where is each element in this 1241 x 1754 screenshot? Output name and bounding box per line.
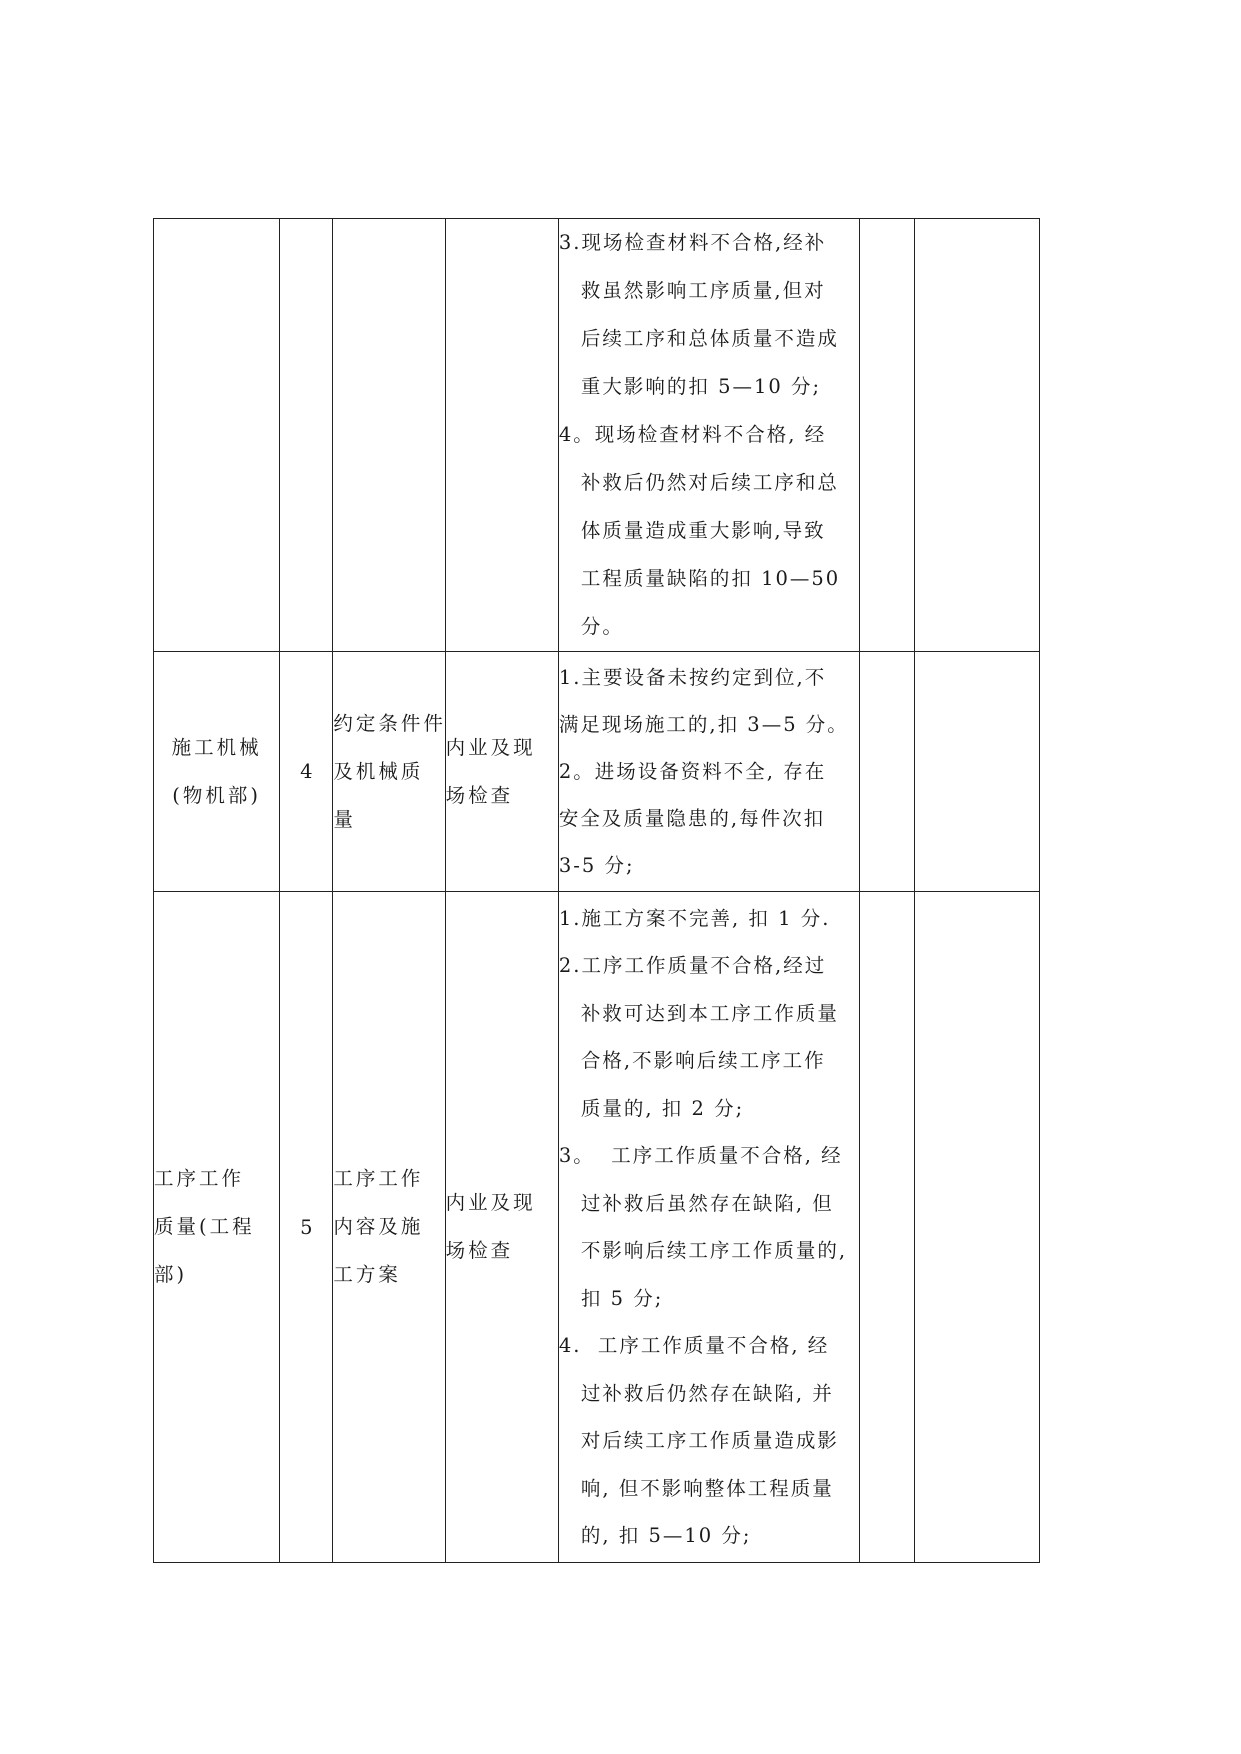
method-line: 内业及现 [445, 735, 536, 759]
rule-line: 满足现场施工的,扣 3—5 分。 [558, 713, 849, 736]
blank-cell [914, 219, 1039, 652]
score-cell: 5 [280, 892, 333, 1563]
rules-cell [558, 219, 859, 652]
rule-line: 不影响后续工序工作质量的, [580, 1239, 848, 1262]
method-line: 内业及现 [445, 1191, 536, 1214]
blank-cell [914, 652, 1039, 892]
content-line: 及机械质 [333, 759, 424, 783]
item-line: 工序工作 [154, 1167, 245, 1190]
rule-line: 扣 5 分; [580, 1286, 664, 1310]
rules-cell [558, 652, 859, 892]
assessment-table [153, 218, 1040, 1563]
rule-line: 重大影响的扣 5—10 分; [580, 375, 822, 398]
rule-line: 分。 [580, 615, 624, 638]
rule-line: 质量的, 扣 2 分; [580, 1096, 745, 1120]
rule-line: 补救后仍然对后续工序和总 [580, 471, 839, 494]
item-cell [154, 219, 280, 652]
table-row [154, 219, 1040, 652]
rule-line: 3.现场检查材料不合格,经补 [558, 231, 827, 254]
content-line: 工方案 [333, 1263, 401, 1286]
rule-line: 对后续工序工作质量造成影 [580, 1429, 839, 1452]
content-line: 工序工作 [333, 1167, 424, 1190]
item-line: 部) [154, 1263, 188, 1286]
rule-line: 补救可达到本工序工作质量 [580, 1001, 839, 1025]
rule-line: 4。现场检查材料不合格, 经 [558, 423, 827, 446]
rule-line: 过补救后仍然存在缺陷, 并 [580, 1381, 834, 1405]
rule-line: 合格,不影响后续工序工作 [580, 1049, 826, 1072]
content-line: 内容及施 [333, 1215, 424, 1238]
rule-line: 安全及质量隐患的,每件次扣 [558, 807, 826, 830]
rule-line: 的, 扣 5—10 分; [580, 1524, 752, 1547]
rule-line: 3。 工序工作质量不合格, 经 [558, 1144, 843, 1167]
method-line: 场检查 [445, 1239, 514, 1262]
blank-cell [914, 892, 1039, 1563]
rule-line: 工程质量缺陷的扣 10—50 [580, 567, 841, 590]
content-line: 量 [333, 807, 356, 831]
method-cell [445, 652, 558, 892]
method-line: 场检查 [445, 783, 514, 807]
method-cell [445, 892, 558, 1563]
blank-cell [859, 652, 914, 892]
blank-cell [859, 219, 914, 652]
content-cell [333, 219, 445, 652]
rule-line: 2。进场设备资料不全, 存在 [558, 760, 827, 783]
score-cell: 4 [280, 652, 333, 892]
item-cell [154, 892, 280, 1563]
rule-line: 1.施工方案不完善, 扣 1 分. [558, 906, 831, 930]
blank-cell [859, 892, 914, 1563]
item-line: 施工机械 [171, 735, 262, 759]
rule-line: 体质量造成重大影响,导致 [580, 519, 826, 542]
rule-line: 1.主要设备未按约定到位,不 [558, 666, 827, 689]
content-line: 约定条件件 [333, 711, 446, 735]
rule-line: 响, 但不影响整体工程质量 [580, 1476, 834, 1500]
score-cell [280, 219, 333, 652]
content-cell [333, 652, 445, 892]
rule-line: 过补救后虽然存在缺陷, 但 [580, 1191, 834, 1215]
rule-line: 4. 工序工作质量不合格, 经 [558, 1334, 830, 1357]
rules-cell [558, 892, 859, 1563]
item-line: (物机部) [172, 783, 261, 807]
rule-line: 2.工序工作质量不合格,经过 [558, 954, 827, 977]
rule-line: 3-5 分; [558, 854, 635, 877]
table-row [154, 892, 1040, 1563]
item-line: 质量(工程 [154, 1215, 255, 1238]
table-row [154, 652, 1040, 892]
rule-line: 后续工序和总体质量不造成 [580, 327, 839, 350]
method-cell [445, 219, 558, 652]
rule-line: 救虽然影响工序质量,但对 [580, 279, 826, 302]
content-cell [333, 892, 445, 1563]
item-cell [154, 652, 280, 892]
